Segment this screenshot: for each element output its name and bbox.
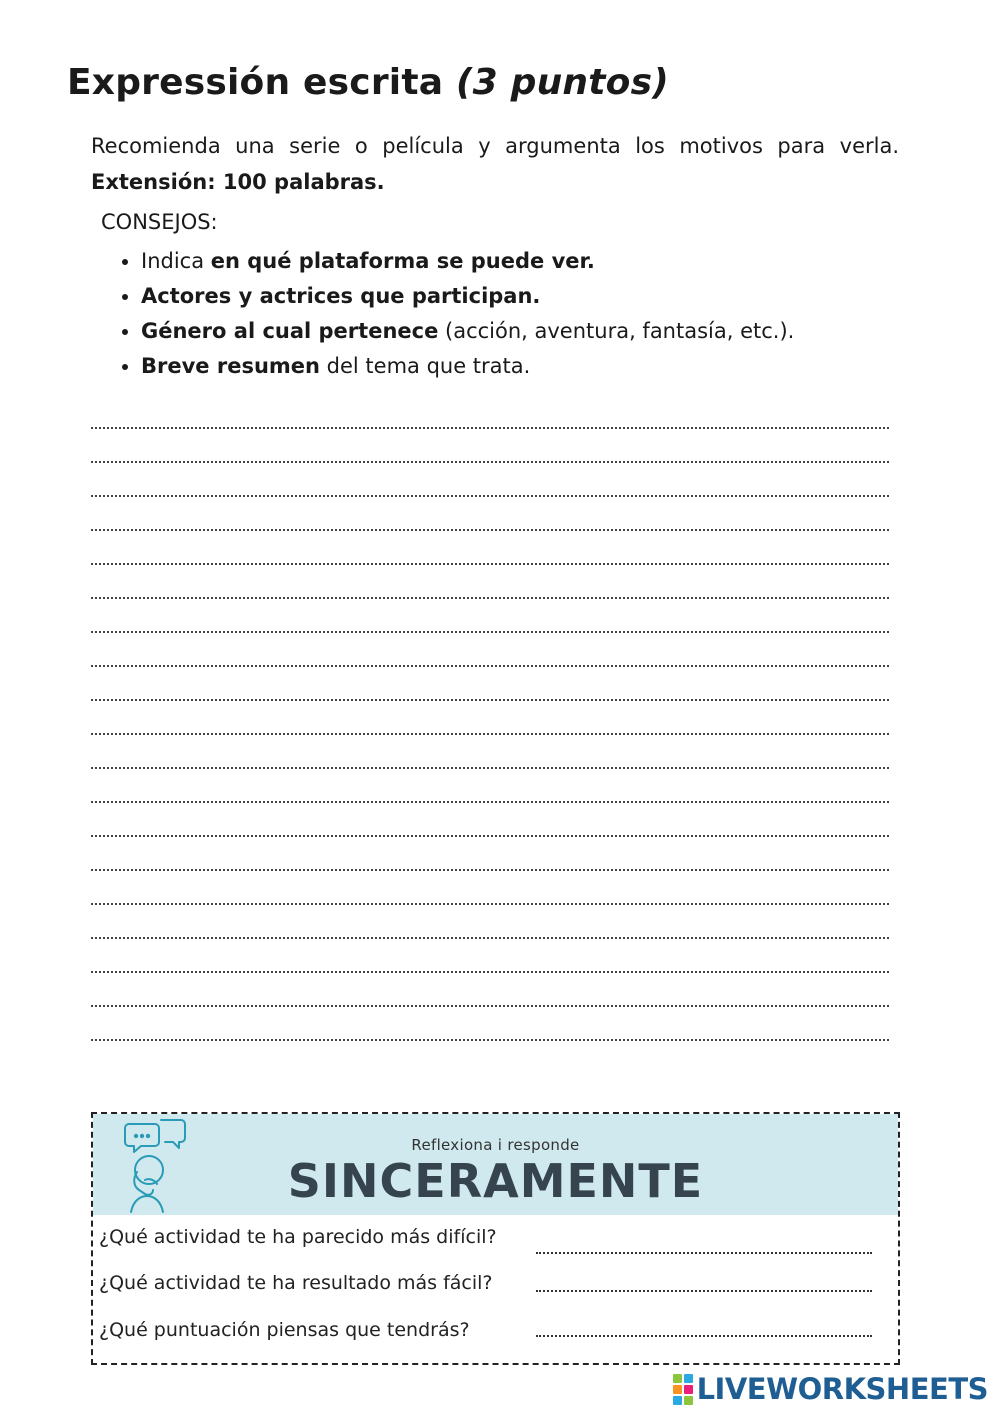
writing-line[interactable] — [91, 735, 889, 769]
answer-line-score[interactable] — [536, 1335, 872, 1337]
task-prompt — [91, 128, 899, 200]
writing-line[interactable] — [91, 1007, 889, 1041]
writing-line[interactable] — [91, 429, 889, 463]
reflection-banner — [93, 1114, 898, 1215]
consejo-item — [141, 349, 794, 384]
writing-line[interactable] — [91, 939, 889, 973]
prompt-text: Recomienda una serie o película y argumenta los motivos para verla. — [91, 134, 899, 158]
consejo-bold: Género al cual pertenece — [141, 319, 439, 343]
writing-line[interactable] — [91, 565, 889, 599]
prompt-extension: Extensión: 100 palabras. — [91, 170, 385, 194]
writing-line[interactable] — [91, 905, 889, 939]
writing-line[interactable] — [91, 837, 889, 871]
consejo-item — [141, 244, 794, 279]
title-points: (3 puntos) — [455, 62, 669, 103]
writing-line[interactable] — [91, 973, 889, 1007]
reflection-box — [91, 1112, 900, 1365]
reflection-subtitle: Reflexiona i responde — [411, 1136, 580, 1154]
logo-mark-icon — [673, 1374, 693, 1405]
question-easy: ¿Qué actividad te ha resultado más fácil? — [99, 1272, 493, 1294]
writing-line[interactable] — [91, 599, 889, 633]
question-difficult: ¿Qué actividad te ha parecido más difícil? — [99, 1226, 497, 1248]
consejo-bold: Actores y actrices que participan. — [141, 284, 541, 308]
writing-line[interactable] — [91, 701, 889, 735]
writing-line[interactable] — [91, 667, 889, 701]
page-title — [67, 62, 669, 103]
writing-area[interactable] — [91, 395, 889, 1041]
consejo-bold: en qué plataforma se puede ver. — [210, 249, 595, 273]
answer-line-easy[interactable] — [536, 1290, 872, 1292]
consejo-post: del tema que trata. — [319, 354, 531, 378]
writing-line[interactable] — [91, 395, 889, 429]
writing-line[interactable] — [91, 463, 889, 497]
writing-line[interactable] — [91, 871, 889, 905]
writing-line[interactable] — [91, 803, 889, 837]
consejo-post: (acción, aventura, fantasía, etc.). — [438, 319, 795, 343]
liveworksheets-logo — [673, 1372, 988, 1406]
writing-line[interactable] — [91, 633, 889, 667]
reflection-title: SINCERAMENTE — [287, 1154, 704, 1208]
title-text: Expressión escrita — [67, 62, 444, 103]
consejo-pre: Indica — [141, 249, 211, 273]
consejos-list — [100, 244, 794, 384]
writing-line[interactable] — [91, 769, 889, 803]
answer-line-difficult[interactable] — [536, 1252, 872, 1254]
logo-text: LIVEWORKSHEETS — [696, 1372, 988, 1406]
consejos-label: CONSEJOS: — [101, 210, 218, 234]
question-score: ¿Qué puntuación piensas que tendrás? — [99, 1319, 470, 1341]
consejo-item — [141, 279, 794, 314]
consejo-item — [141, 314, 794, 349]
consejo-bold: Breve resumen — [141, 354, 320, 378]
writing-line[interactable] — [91, 497, 889, 531]
writing-line[interactable] — [91, 531, 889, 565]
